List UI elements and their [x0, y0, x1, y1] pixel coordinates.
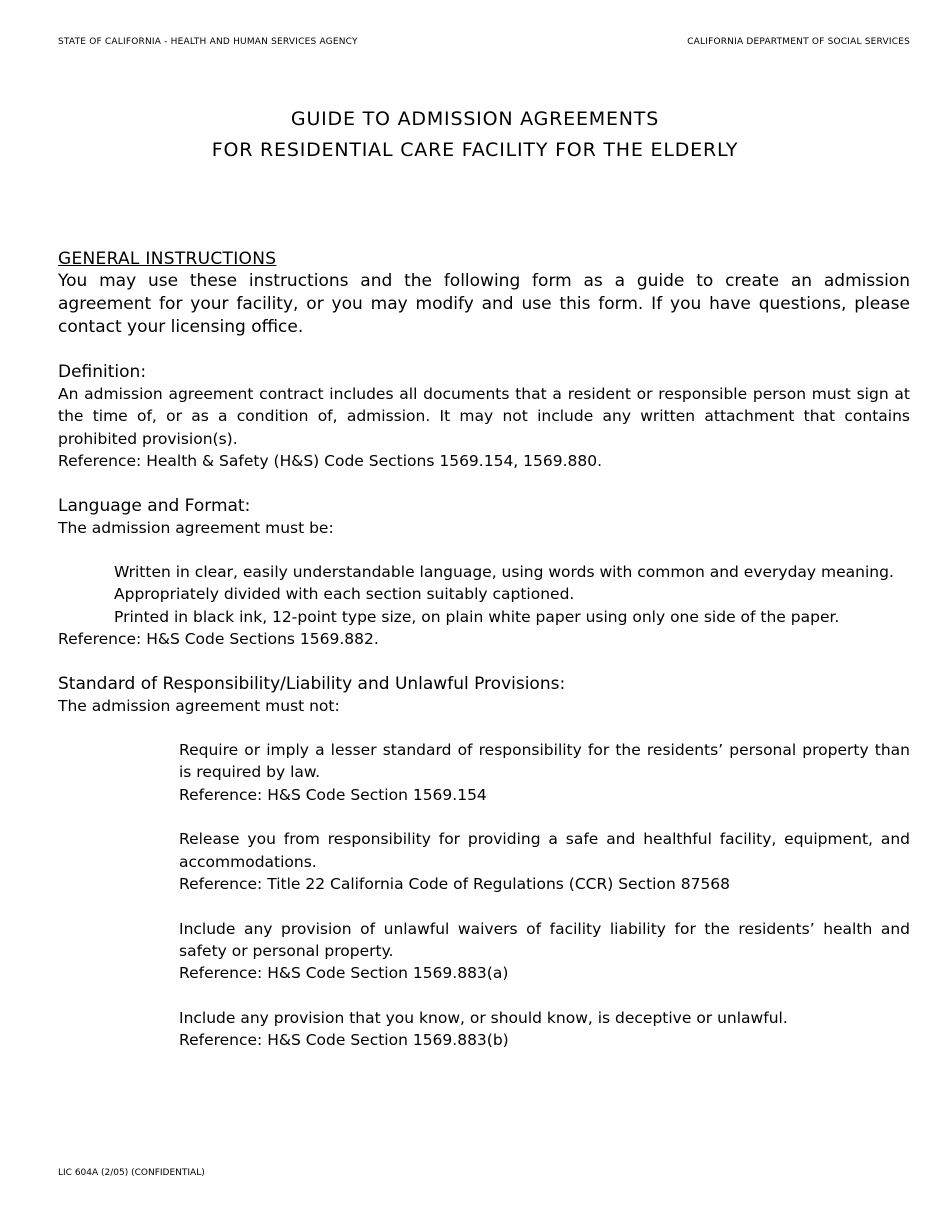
definition-reference: Reference: Health & Safety (H&S) Code Sections 1569.154, 1569.880.	[58, 452, 603, 471]
language-format-intro: The admission agreement must be:	[58, 518, 334, 537]
agency-header: STATE OF CALIFORNIA - HEALTH AND HUMAN SERVICES AGENCY	[58, 37, 358, 47]
general-instructions-text: You may use these instructions and the following form as a guide to create an admission agreement for your facility, or you may modify and use this form. If you have questions, please contact your licensing office.	[58, 271, 910, 337]
list-item: Include any provision of unlawful waivers of facility liability for the residents’ health and safety or personal property.	[179, 919, 910, 960]
list-item: Printed in black ink, 12-point type size, on plain white paper using only one side of the paper.	[114, 607, 840, 626]
general-instructions-heading: GENERAL INSTRUCTIONS	[58, 249, 277, 269]
document-subtitle: FOR RESIDENTIAL CARE FACILITY FOR THE ELDERLY	[211, 139, 739, 161]
list-item-reference: Reference: Title 22 California Code of Regulations (CCR) Section 87568	[179, 875, 731, 894]
standard-heading: Standard of Responsibility/Liability and Unlawful Provisions:	[58, 673, 566, 694]
document-title: GUIDE TO ADMISSION AGREEMENTS	[290, 108, 660, 130]
form-footer: LIC 604A (2/05) (CONFIDENTIAL)	[58, 1168, 205, 1178]
definition-text: An admission agreement contract includes all documents that a resident or responsible person must sign at the time of, or as a condition of, admission. It may not include any written attachment that contains prohibited provision(s).	[58, 385, 910, 448]
list-item: Written in clear, easily understandable language, using words with common and everyday meaning.	[114, 563, 894, 582]
definition-heading: Definition:	[58, 362, 147, 382]
list-item: Release you from responsibility for providing a safe and healthful facility, equipment, and accommodations.	[179, 830, 910, 871]
standard-intro: The admission agreement must not:	[58, 696, 340, 715]
list-item-reference: Reference: H&S Code Section 1569.883(a)	[179, 964, 509, 983]
language-format-reference: Reference: H&S Code Sections 1569.882.	[58, 630, 379, 649]
list-item: Require or imply a lesser standard of responsibility for the residents’ personal property than is required by law.	[179, 741, 910, 782]
list-item: Appropriately divided with each section suitably captioned.	[114, 585, 575, 604]
list-item: Include any provision that you know, or should know, is deceptive or unlawful.	[179, 1008, 788, 1027]
list-item-reference: Reference: H&S Code Section 1569.883(b)	[179, 1031, 509, 1050]
document-body	[58, 248, 910, 1052]
department-header: CALIFORNIA DEPARTMENT OF SOCIAL SERVICES	[687, 37, 910, 47]
language-format-heading: Language and Format:	[58, 495, 251, 516]
list-item-reference: Reference: H&S Code Section 1569.154	[179, 785, 487, 804]
